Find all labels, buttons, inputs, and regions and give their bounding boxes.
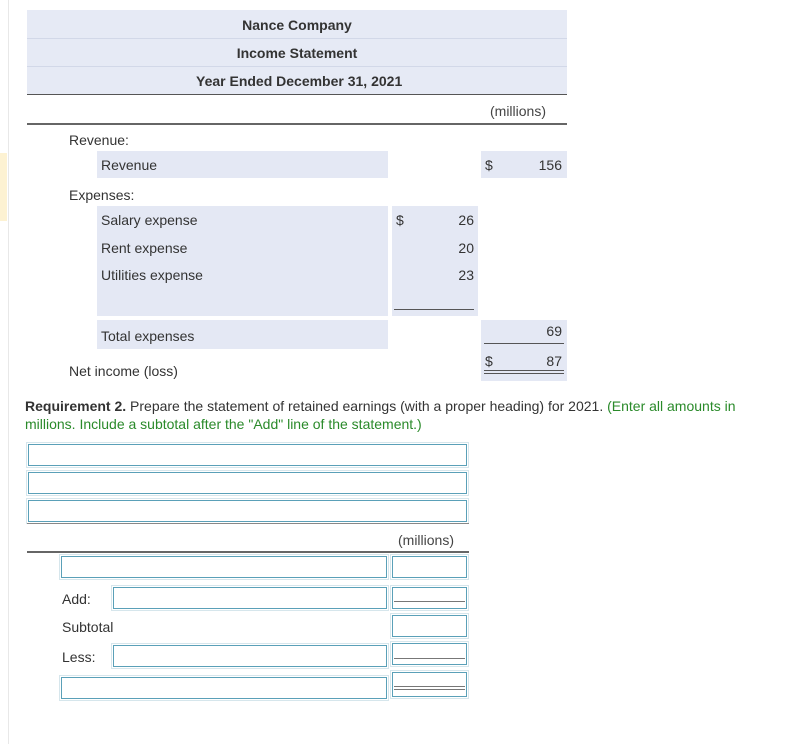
- net-income-double-rule: [484, 370, 564, 371]
- expense-dollar: $: [396, 212, 404, 228]
- beginning-balance-label-input[interactable]: [61, 556, 387, 578]
- beginning-balance-amount-input[interactable]: [392, 556, 467, 578]
- expense-value: 26: [458, 212, 474, 228]
- heading-title-input[interactable]: [28, 472, 467, 494]
- requirement-instruction: (Enter all amounts in millions. Include a subtotal after the "Add" line of the statement.): [25, 398, 736, 432]
- net-income-dollar: $: [485, 353, 493, 369]
- less-item-input[interactable]: [113, 645, 387, 667]
- expense-label: Salary expense: [101, 212, 198, 228]
- less-sum-rule: [394, 658, 465, 659]
- revenue-label: Revenue: [101, 157, 158, 173]
- total-expenses-rule: [484, 343, 564, 344]
- units-rule: [27, 123, 567, 125]
- subtotal-amount-input[interactable]: [392, 615, 467, 637]
- ending-double-rule: [394, 689, 465, 690]
- heading-company-input[interactable]: [28, 444, 467, 466]
- add-label: Add:: [62, 591, 91, 607]
- total-expenses-value: 69: [546, 323, 562, 339]
- revenue-section-label: Revenue:: [69, 132, 129, 148]
- ending-double-rule: [394, 686, 465, 687]
- net-income-value: 87: [546, 353, 562, 369]
- statement-title: Income Statement: [236, 45, 358, 61]
- heading-period-input[interactable]: [28, 500, 467, 522]
- add-item-input[interactable]: [113, 587, 387, 609]
- heading-rule: [27, 523, 469, 524]
- requirement-text: [25, 397, 765, 433]
- revenue-value: 156: [538, 157, 562, 173]
- net-income-label: Net income (loss): [69, 363, 178, 379]
- total-expenses-label: Total expenses: [101, 328, 195, 344]
- revenue-dollar: $: [485, 157, 493, 173]
- less-label: Less:: [62, 649, 96, 665]
- header-rule: [27, 94, 567, 95]
- add-amount-input[interactable]: [392, 587, 467, 609]
- expenses-section-label: Expenses:: [69, 187, 135, 203]
- add-sum-rule: [394, 601, 465, 602]
- subtotal-label: Subtotal: [62, 619, 114, 635]
- requirement-label: Requirement 2.: [25, 398, 127, 414]
- ending-balance-amount-input[interactable]: [392, 672, 467, 697]
- re-units-rule: [27, 551, 469, 553]
- net-income-double-rule: [484, 373, 564, 374]
- requirement-body: Prepare the statement of retained earnings (with a proper heading) for 2021.: [126, 398, 608, 414]
- expense-label: Rent expense: [101, 240, 188, 256]
- page-border: [8, 0, 9, 744]
- less-amount-input[interactable]: [392, 643, 467, 665]
- left-accent-bar: [0, 153, 7, 221]
- expense-value: 20: [458, 240, 474, 256]
- units-label: (millions): [490, 103, 546, 119]
- statement-period: Year Ended December 31, 2021: [196, 73, 403, 89]
- company-name: Nance Company: [242, 17, 352, 33]
- re-units-label: (millions): [398, 532, 454, 548]
- ending-balance-label-input[interactable]: [61, 677, 387, 699]
- expense-value: 23: [458, 267, 474, 283]
- expense-label: Utilities expense: [101, 267, 203, 283]
- expenses-sum-rule: [394, 309, 474, 310]
